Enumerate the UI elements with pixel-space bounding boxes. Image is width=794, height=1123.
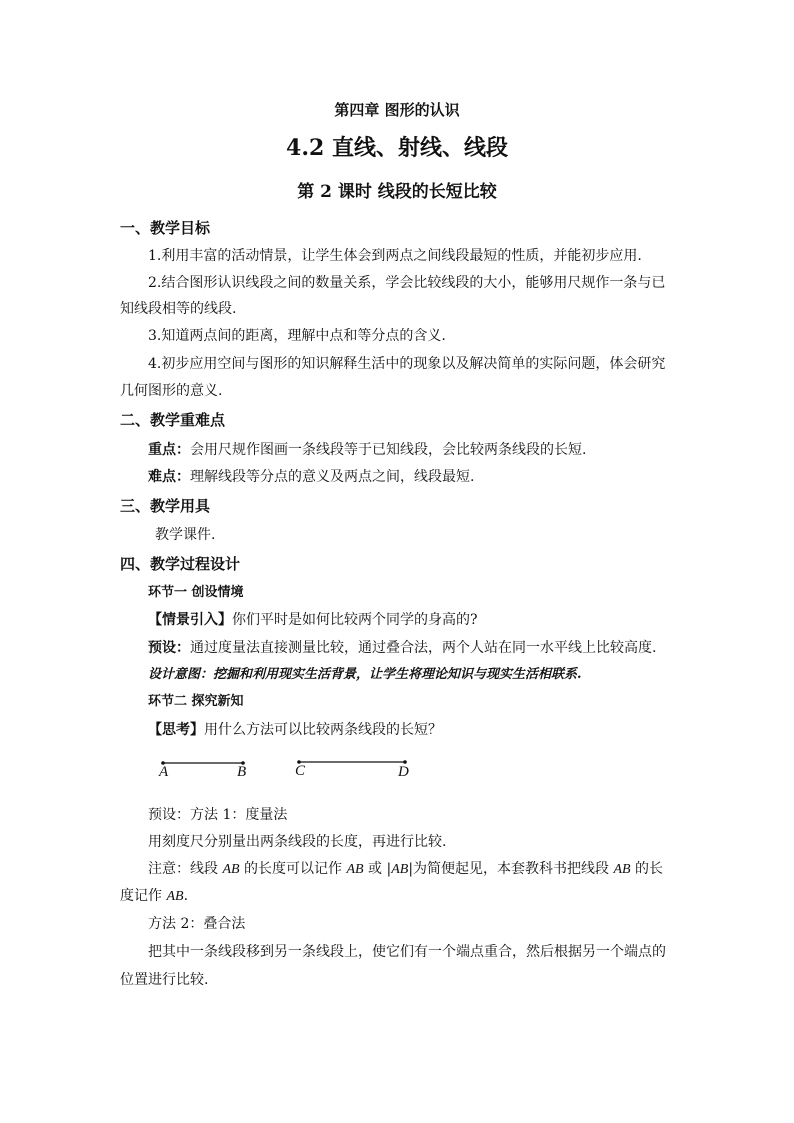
preset-label: 预设： (148, 640, 190, 656)
key-label: 重点： (148, 442, 190, 458)
goal-item: 几何图形的意义. (120, 383, 223, 399)
method1-title: 预设：方法 1：度量法 (148, 807, 288, 823)
note-text: . (183, 888, 189, 904)
note-text: |为简便起见，本套教科书把线段 (408, 861, 614, 877)
label-d: D (398, 764, 409, 780)
tools-heading: 三、教学用具 (120, 497, 211, 515)
label-b: B (237, 764, 247, 780)
note-text: 度记作 (120, 888, 167, 904)
step2-label: 环节二 探究新知 (148, 694, 244, 709)
goal-item: 知线段相等的线段. (120, 301, 237, 317)
method1-text: 用刻度尺分别量出两条线段的长度，再进行比较. (148, 834, 447, 850)
goal-item: 4.初步应用空间与图形的知识解释生活中的现象以及解决简单的实际问题，体会研究 (148, 356, 666, 372)
think-label: 【思考】 (148, 722, 204, 738)
note-text: 的长度可以记作 (239, 861, 347, 877)
goal-item: 3.知道两点间的距离，理解中点和等分点的含义. (148, 328, 446, 344)
method2-text-continued: 位置进行比较. (120, 972, 209, 988)
method2-title: 方法 2：叠合法 (148, 916, 246, 932)
goal-item: 1.利用丰富的活动情景，让学生体会到两点之间线段最短的性质，并能初步应用. (148, 248, 642, 264)
var-ab: AB (166, 889, 184, 904)
key-points-heading: 二、教学重难点 (120, 411, 226, 429)
goals-heading: 一、教学目标 (120, 219, 211, 237)
lesson-title: 4.2 直线、射线、线段 (286, 135, 508, 161)
method2-text: 把其中一条线段移到另一条线段上，使它们有一个端点重合，然后根据另一个端点的 (148, 944, 666, 960)
step1-label: 环节一 创设情境 (148, 585, 244, 600)
note-text: 注意：线段 (148, 861, 223, 877)
intro-label: 【情景引入】 (148, 612, 232, 628)
key-text: 会用尺规作图画一条线段等于已知线段，会比较两条线段的长短. (190, 442, 587, 458)
design-intent: 设计意图：挖掘和利用现实生活背景，让学生将理论知识与现实生活相联系. (148, 667, 582, 682)
var-ab: AB (346, 862, 364, 877)
var-ab: AB (613, 862, 631, 877)
goal-item: 2.结合图形认识线段之间的数量关系，学会比较线段的大小，能够用尺规作一条与已 (148, 275, 666, 291)
label-c: C (295, 763, 306, 779)
var-ab: AB (391, 862, 409, 877)
intro-text: 你们平时是如何比较两个同学的身高的? (232, 612, 478, 628)
hard-text: 理解线段等分点的意义及两点之间，线段最短. (190, 469, 475, 485)
think-text: 用什么方法可以比较两条线段的长短？ (204, 722, 442, 738)
hard-label: 难点： (148, 469, 190, 485)
note-line-2 (120, 886, 188, 907)
note-text: 的长 (630, 861, 664, 877)
chapter-title: 第四章 图形的认识 (334, 101, 460, 119)
var-ab: AB (222, 862, 240, 877)
preset-text: 通过度量法直接测量比较，通过叠合法，两个人站在同一水平线上比较高度. (190, 640, 657, 656)
label-a: A (159, 764, 169, 780)
process-heading: 四、教学过程设计 (120, 555, 241, 573)
note-text: 或 | (363, 861, 392, 877)
tools-text: 教学课件. (155, 527, 216, 543)
note-line (148, 859, 663, 880)
lesson-subtitle: 第 2 课时 线段的长短比较 (297, 182, 497, 202)
